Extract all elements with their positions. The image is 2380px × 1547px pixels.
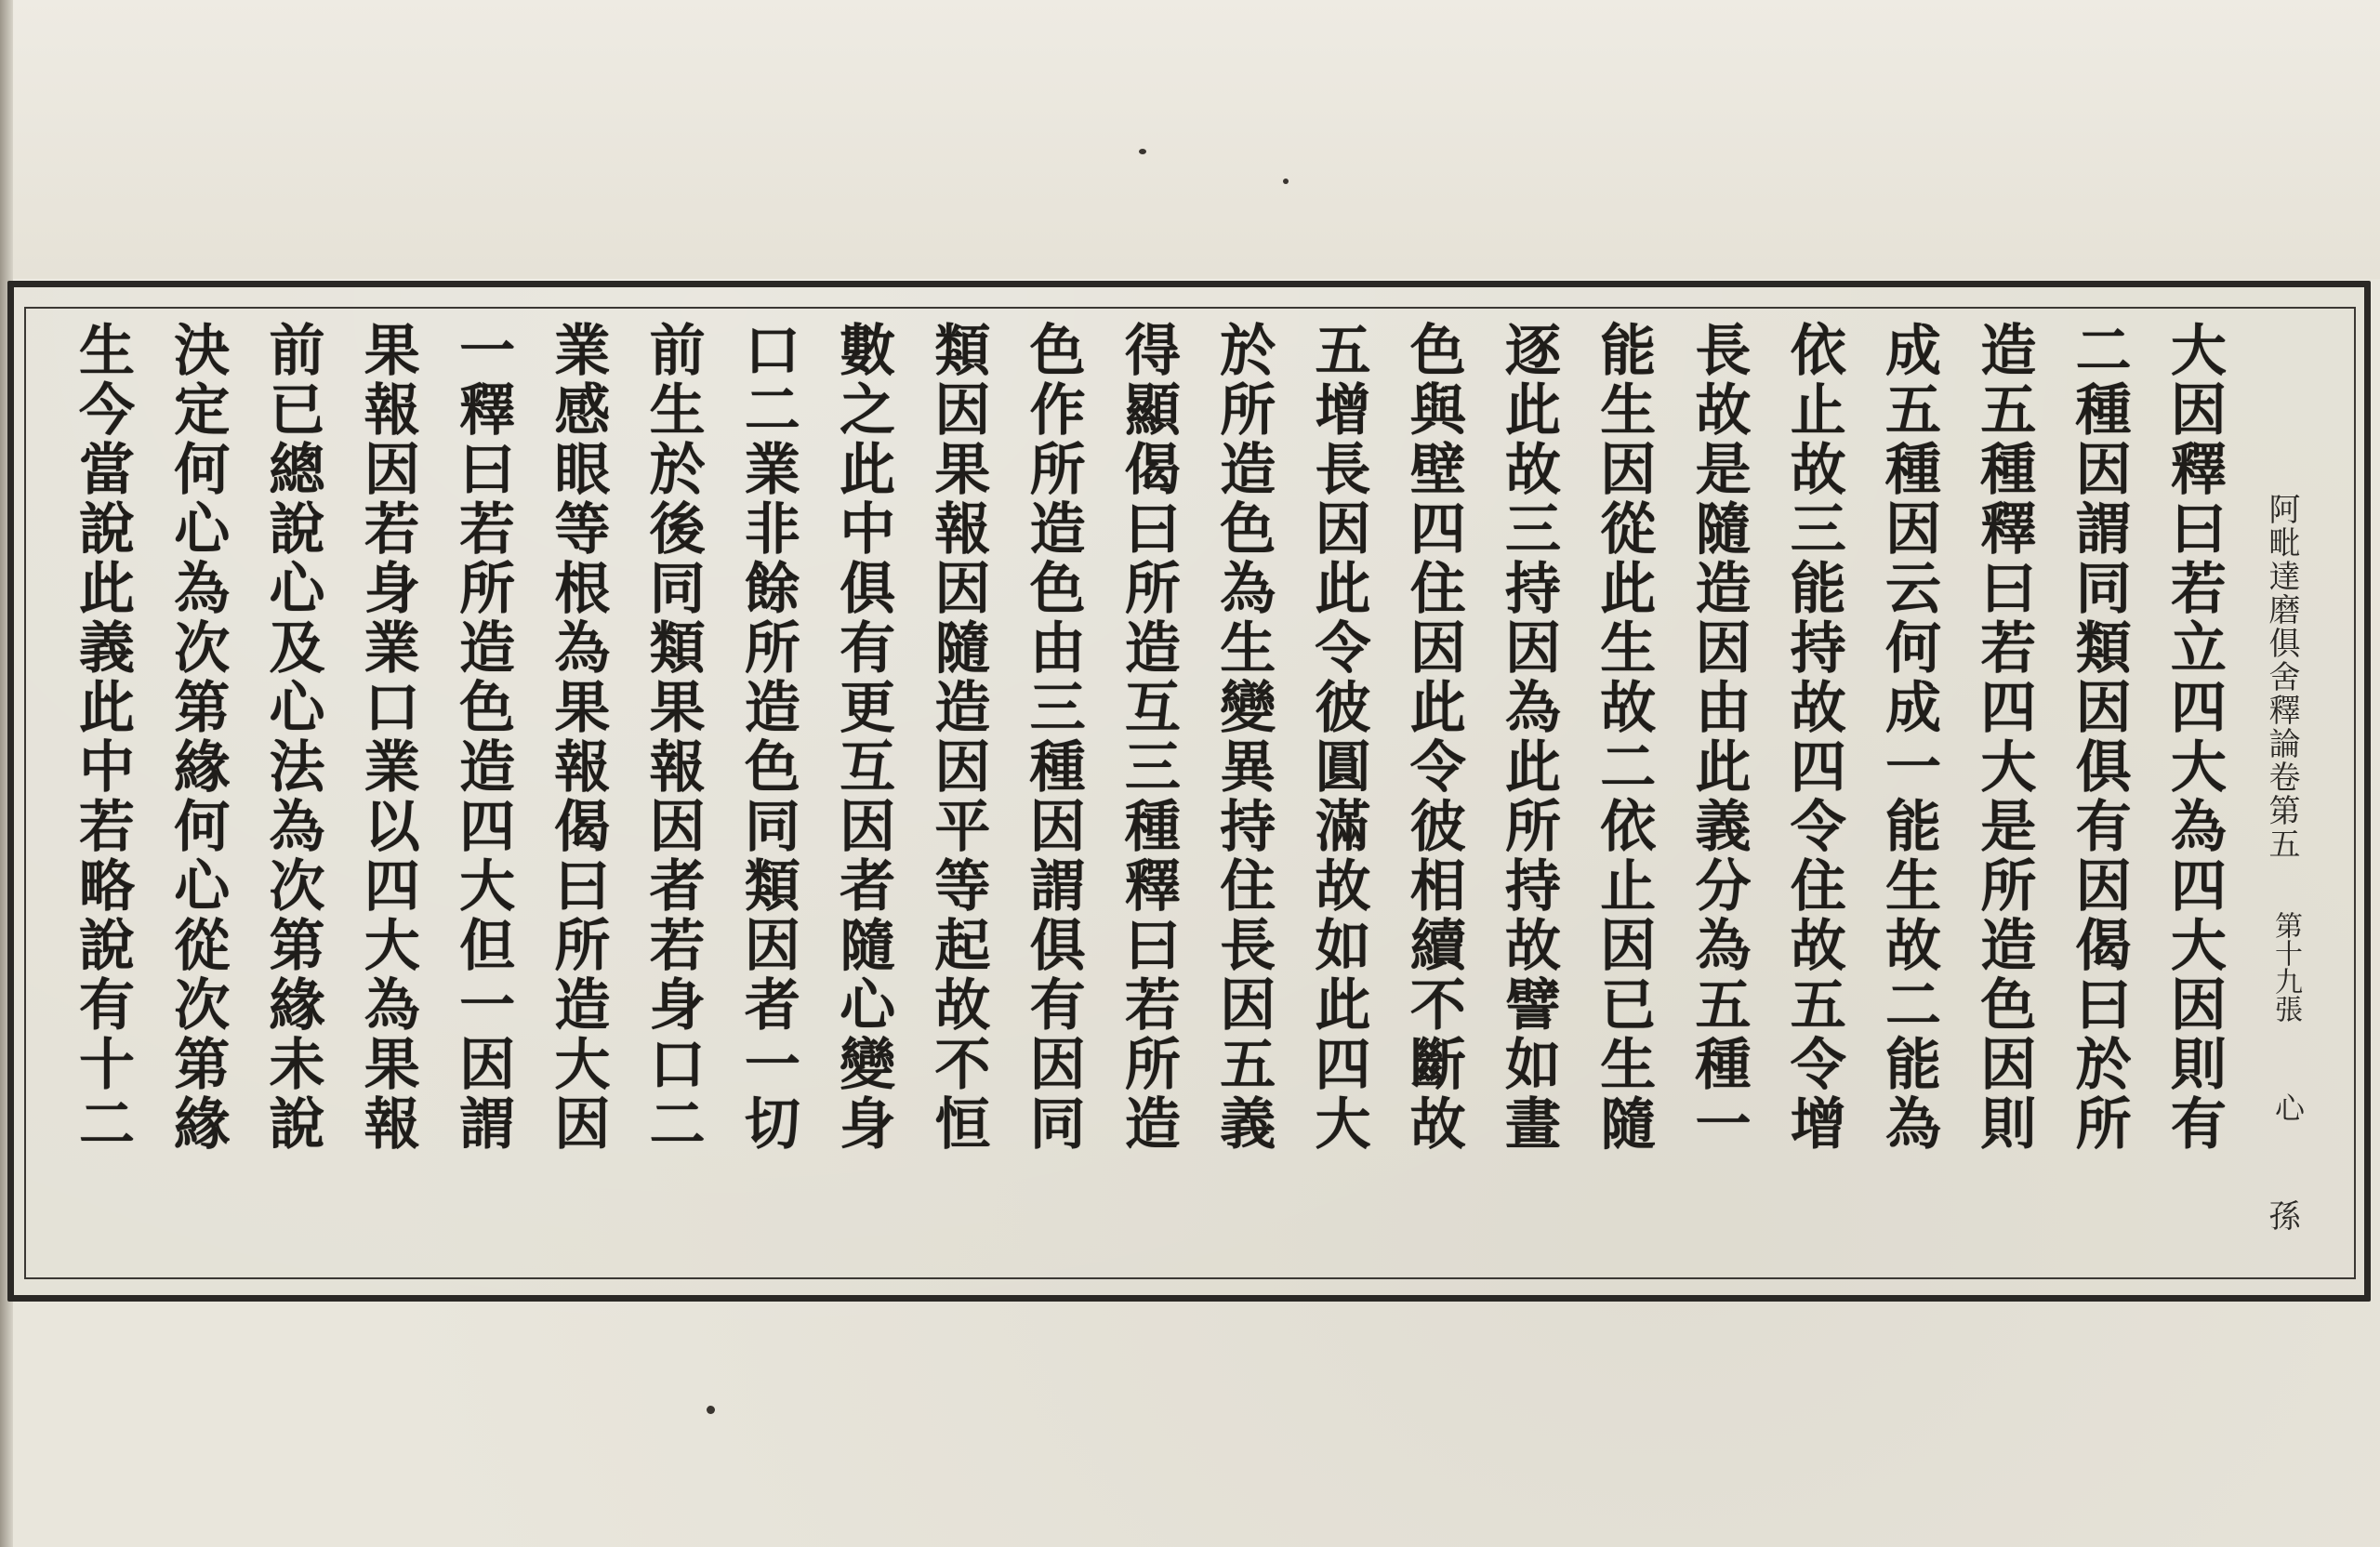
text-column: 口二業非餘所造色同類因者一切 [734,321,800,1154]
ink-speck [707,1406,715,1414]
sutra-title: 阿毗達磨俱舍釋論卷第五 [2263,493,2300,861]
text-column: 造五種釋曰若四大是所造色因則 [1971,321,2037,1154]
text-column: 決定何心為次第緣何心從次第緣 [165,321,231,1154]
text-columns [56,321,2241,1278]
ink-speck [1139,149,1146,154]
text-column: 二種因謂同類因俱有因偈曰於所 [2066,321,2132,1154]
text-column: 前已總說心及心法為次第緣未說 [259,321,325,1154]
text-column: 果報因若身業口業以四大為果報 [354,321,420,1154]
text-column: 類因果報因隨造因平等起故不恒 [925,321,991,1154]
carver-signature: 孫 [2263,1199,2300,1231]
text-column: 能生因從此生故二依止因已生隨 [1591,321,1657,1154]
ink-speck [1283,178,1289,184]
text-column: 色與壁四住因此令彼相續不斷故 [1400,321,1466,1154]
text-column: 長故是隨造因由此義分為五種一 [1686,321,1752,1154]
text-column: 依止故三能持故四令住故五令增 [1780,321,1846,1154]
text-column: 得顯偈曰所造互三種釋曰若所造 [1115,321,1181,1154]
text-column: 前生於後同類果報因者若身口二 [640,321,706,1154]
text-column: 五增長因此令彼圓滿故如此四大 [1305,321,1371,1154]
text-column: 成五種因云何成一能生故二能為 [1876,321,1942,1154]
page-number: 第十九張 [2269,911,2302,1023]
text-column: 生今當說此義此中若略說有十二 [70,321,135,1154]
blank-top-margin [0,0,2380,279]
main-text-block [56,321,2241,1278]
text-column: 於所造色為生變異持住長因五義 [1210,321,1276,1154]
text-column: 大因釋曰若立四大為四大因則有 [2161,321,2227,1154]
text-column: 色作所造色由三種因謂俱有因同 [1020,321,1086,1154]
text-column: 逐此故三持因為此所持故譬如畫 [1495,321,1561,1154]
text-column: 一釋曰若所造色造四大但一因謂 [450,321,516,1154]
margin-mark: 心 [2270,1092,2306,1122]
text-column: 業感眼等根為果報偈曰所造大因 [545,321,611,1154]
text-column: 數之此中俱有更互因者隨心變身 [830,321,896,1154]
